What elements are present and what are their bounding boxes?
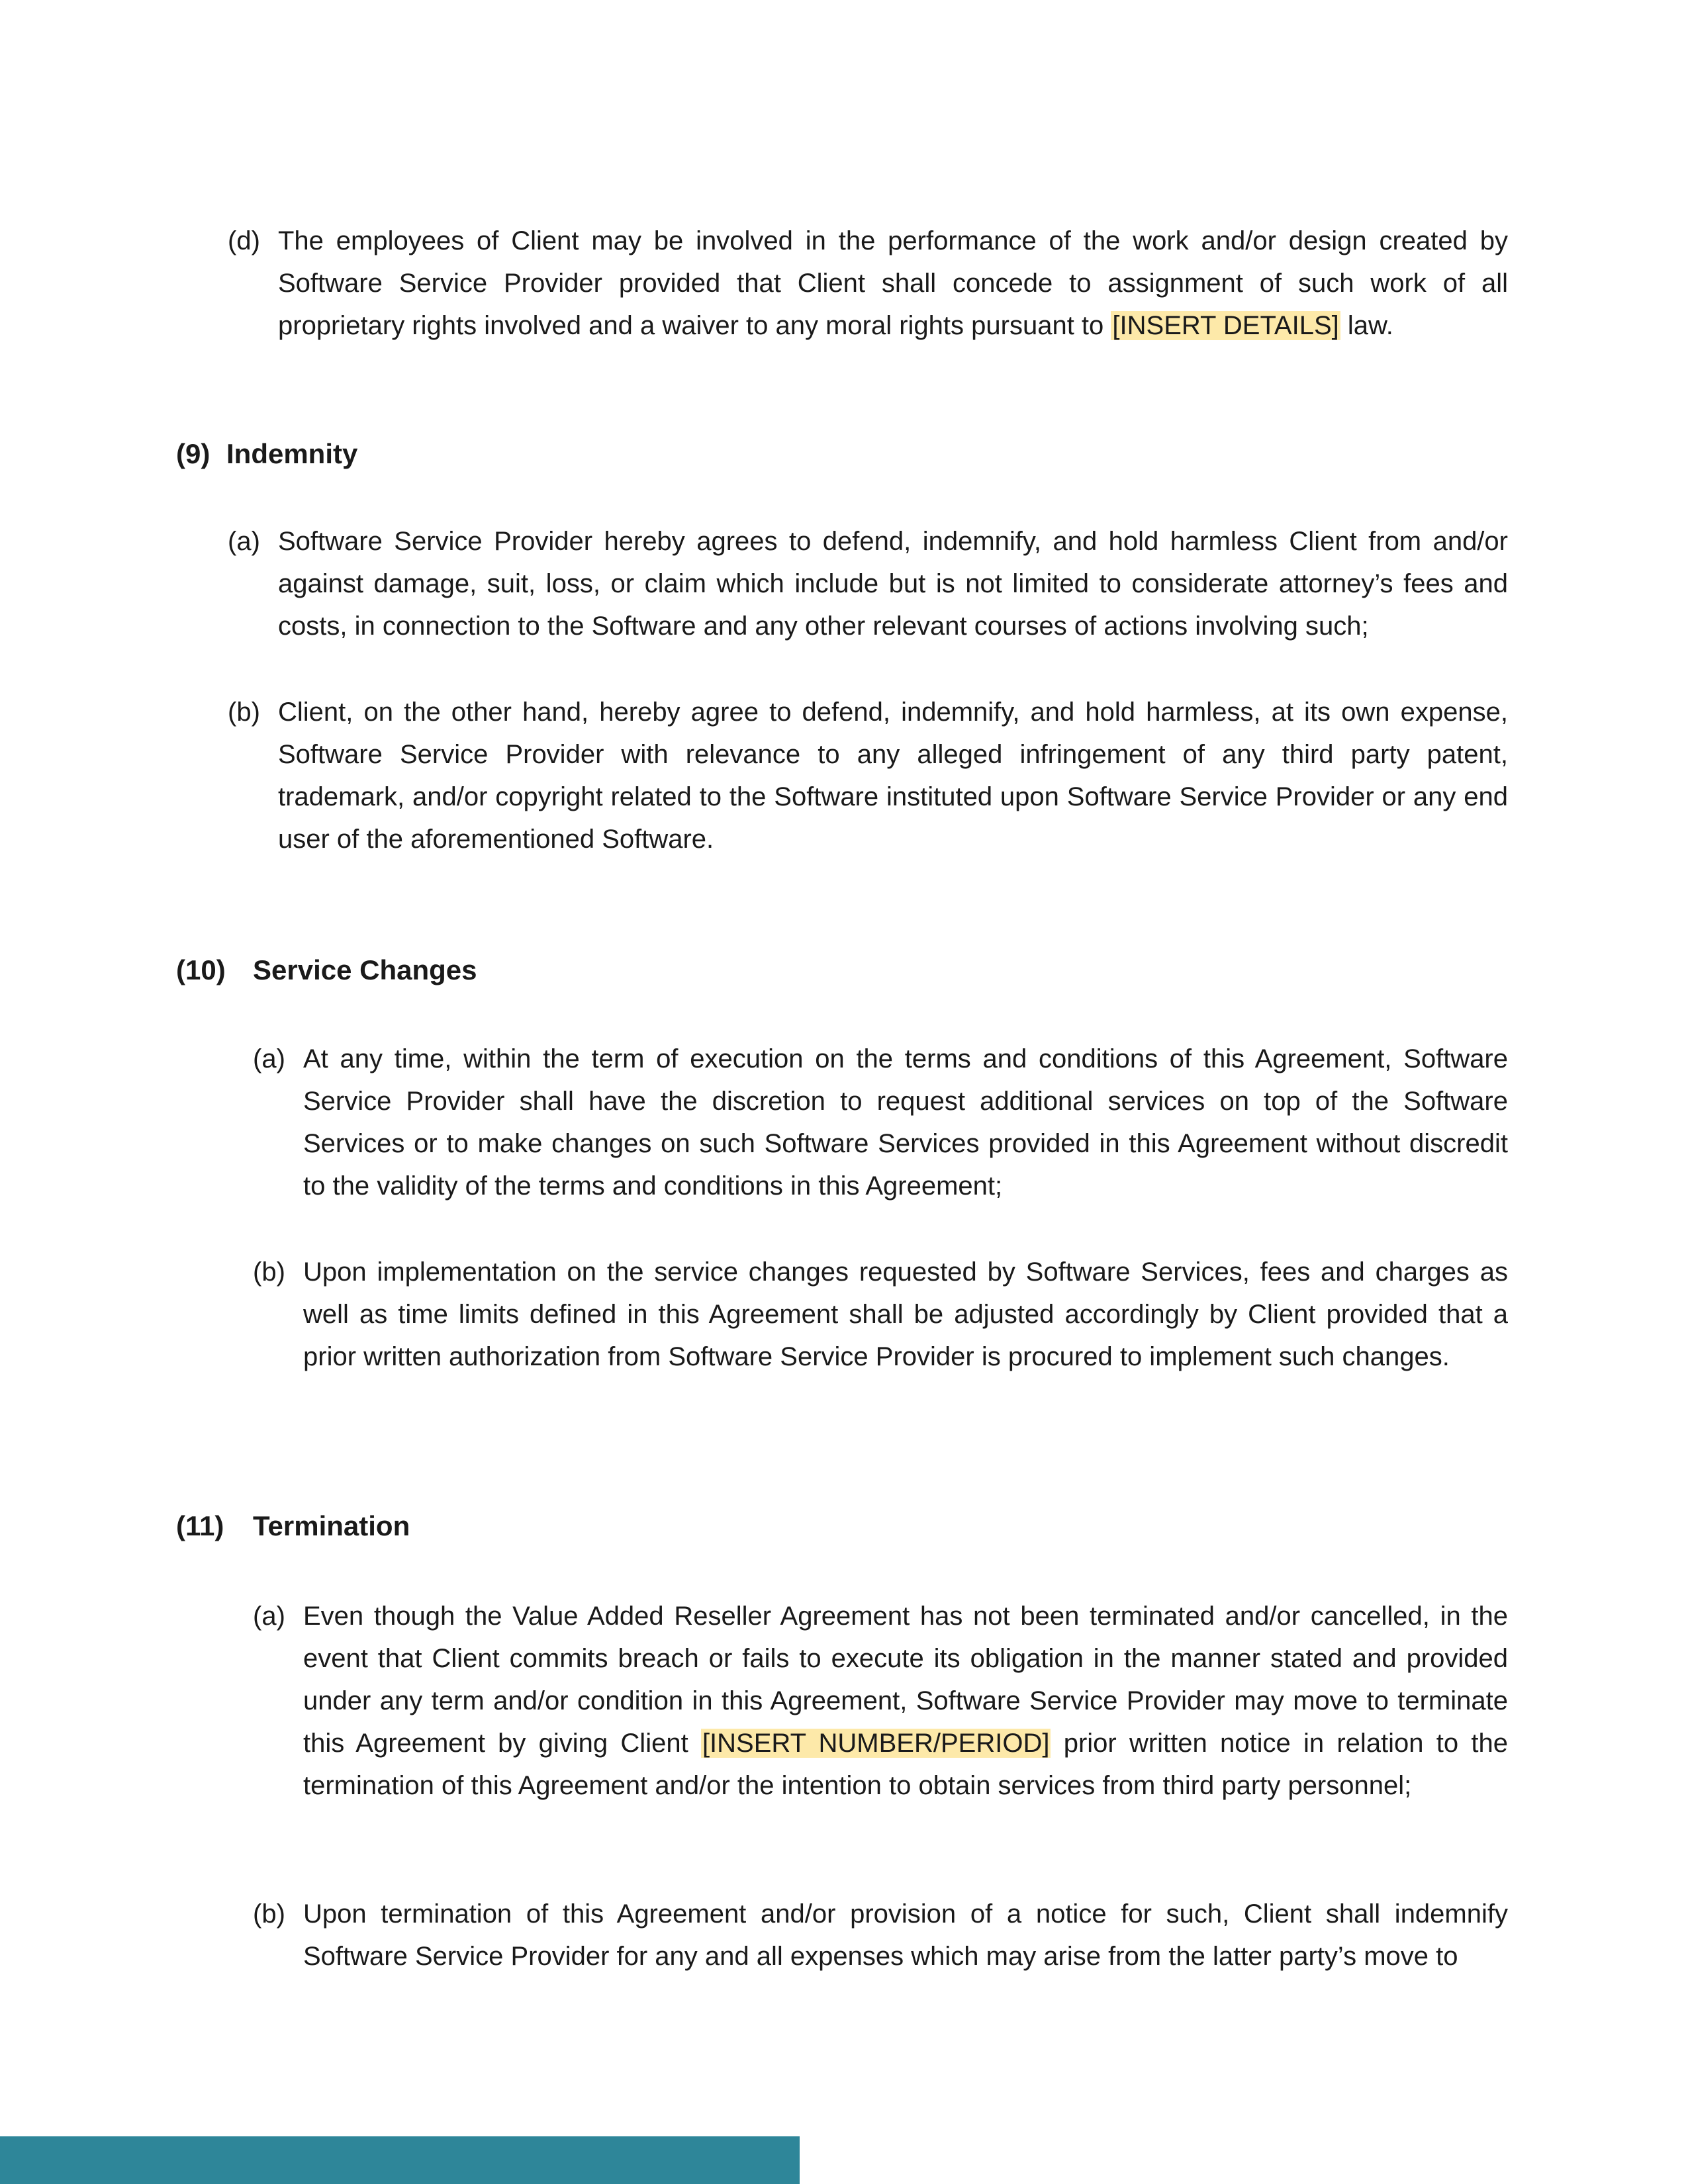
section-title: Termination (253, 1510, 410, 1541)
clause-9b (228, 691, 1508, 860)
clause-text: Upon implementation on the service changes requested by Software Services, fees and charges as well as time limits defined in this Agreement shall be adjusted accordingly by Client provided that a prior written authorization from Software Service Provider is procured to implement such changes. (303, 1257, 1508, 1371)
clause-text: Client, on the other hand, hereby agree to defend, indemnify, and hold harmless, at its own expense, Software Service Provider with relevance to any alleged infringement of any third party patent, trademark, and/or copyright related to the Software instituted upon Software Service Provider or any end user of the aforementioned Software. (278, 698, 1508, 854)
section-heading-service-changes (176, 949, 477, 991)
placeholder-highlight: [INSERT DETAILS] (1112, 311, 1339, 340)
clause-text (303, 1595, 1508, 1807)
clause-marker: (b) (253, 1899, 285, 1929)
placeholder-highlight: [INSERT NUMBER/PERIOD] (702, 1729, 1050, 1758)
section-title: Service Changes (253, 954, 477, 985)
clause-11b (253, 1893, 1508, 1978)
clause-text: At any time, within the term of execution on the terms and conditions of this Agreement, Software Service Provider shall have the discretion to request additional services on top of the Software Services or to make changes on such Software Services provided in this Agreement without discredit to the validity of the terms and conditions in this Agreement; (303, 1044, 1508, 1201)
clause-marker: (a) (253, 1602, 285, 1631)
clause-8d (228, 220, 1508, 347)
section-heading-termination (176, 1505, 410, 1547)
clause-text-after: prior written notice in relation to the termination of this Agreement and/or the intention to obtain services from third party personnel; (303, 1729, 1508, 1800)
clause-marker: (a) (253, 1044, 285, 1073)
section-number: (11) (176, 1510, 224, 1541)
clause-text-before: Even though the Value Added Reseller Agreement has not been terminated and/or cancelled, in the event that Client commits breach or fails to execute its obligation in the manner stated and provided under any term and/or condition in this Agreement, Software Service Provider may move to terminate this Agreement by giving Client (303, 1602, 1508, 1758)
clause-9a (228, 520, 1508, 647)
clause-text-before: The employees of Client may be involved in the performance of the work and/or design created by Software Service Provider provided that Client shall concede to assignment of such work of all proprietary rights involved and a waiver to any moral rights pursuant to (278, 226, 1508, 340)
clause-marker: (b) (228, 698, 260, 727)
clause-text: Upon termination of this Agreement and/or provision of a notice for such, Client shall indemnify Software Service Provider for any and all expenses which may arise from the latter party’s move to (303, 1899, 1508, 1971)
section-title: Indemnity (226, 438, 358, 469)
clause-marker: (a) (228, 527, 260, 556)
clause-10b (253, 1251, 1508, 1378)
clause-10a (253, 1038, 1508, 1207)
footer-accent-bar (0, 2136, 800, 2184)
section-heading-indemnity (176, 433, 357, 475)
section-number: (10) (176, 954, 226, 985)
section-number: (9) (176, 438, 211, 469)
clause-11a (253, 1595, 1508, 1807)
clause-marker: (b) (253, 1257, 285, 1287)
clause-text: Software Service Provider hereby agrees to defend, indemnify, and hold harmless Client from and/or against damage, suit, loss, or claim which include but is not limited to considerate attorney’s fees and costs, in connection to the Software and any other relevant courses of actions involving such; (278, 527, 1508, 641)
clause-text-after: law. (1347, 311, 1393, 340)
clause-marker: (d) (228, 226, 260, 255)
clause-text (278, 220, 1508, 347)
